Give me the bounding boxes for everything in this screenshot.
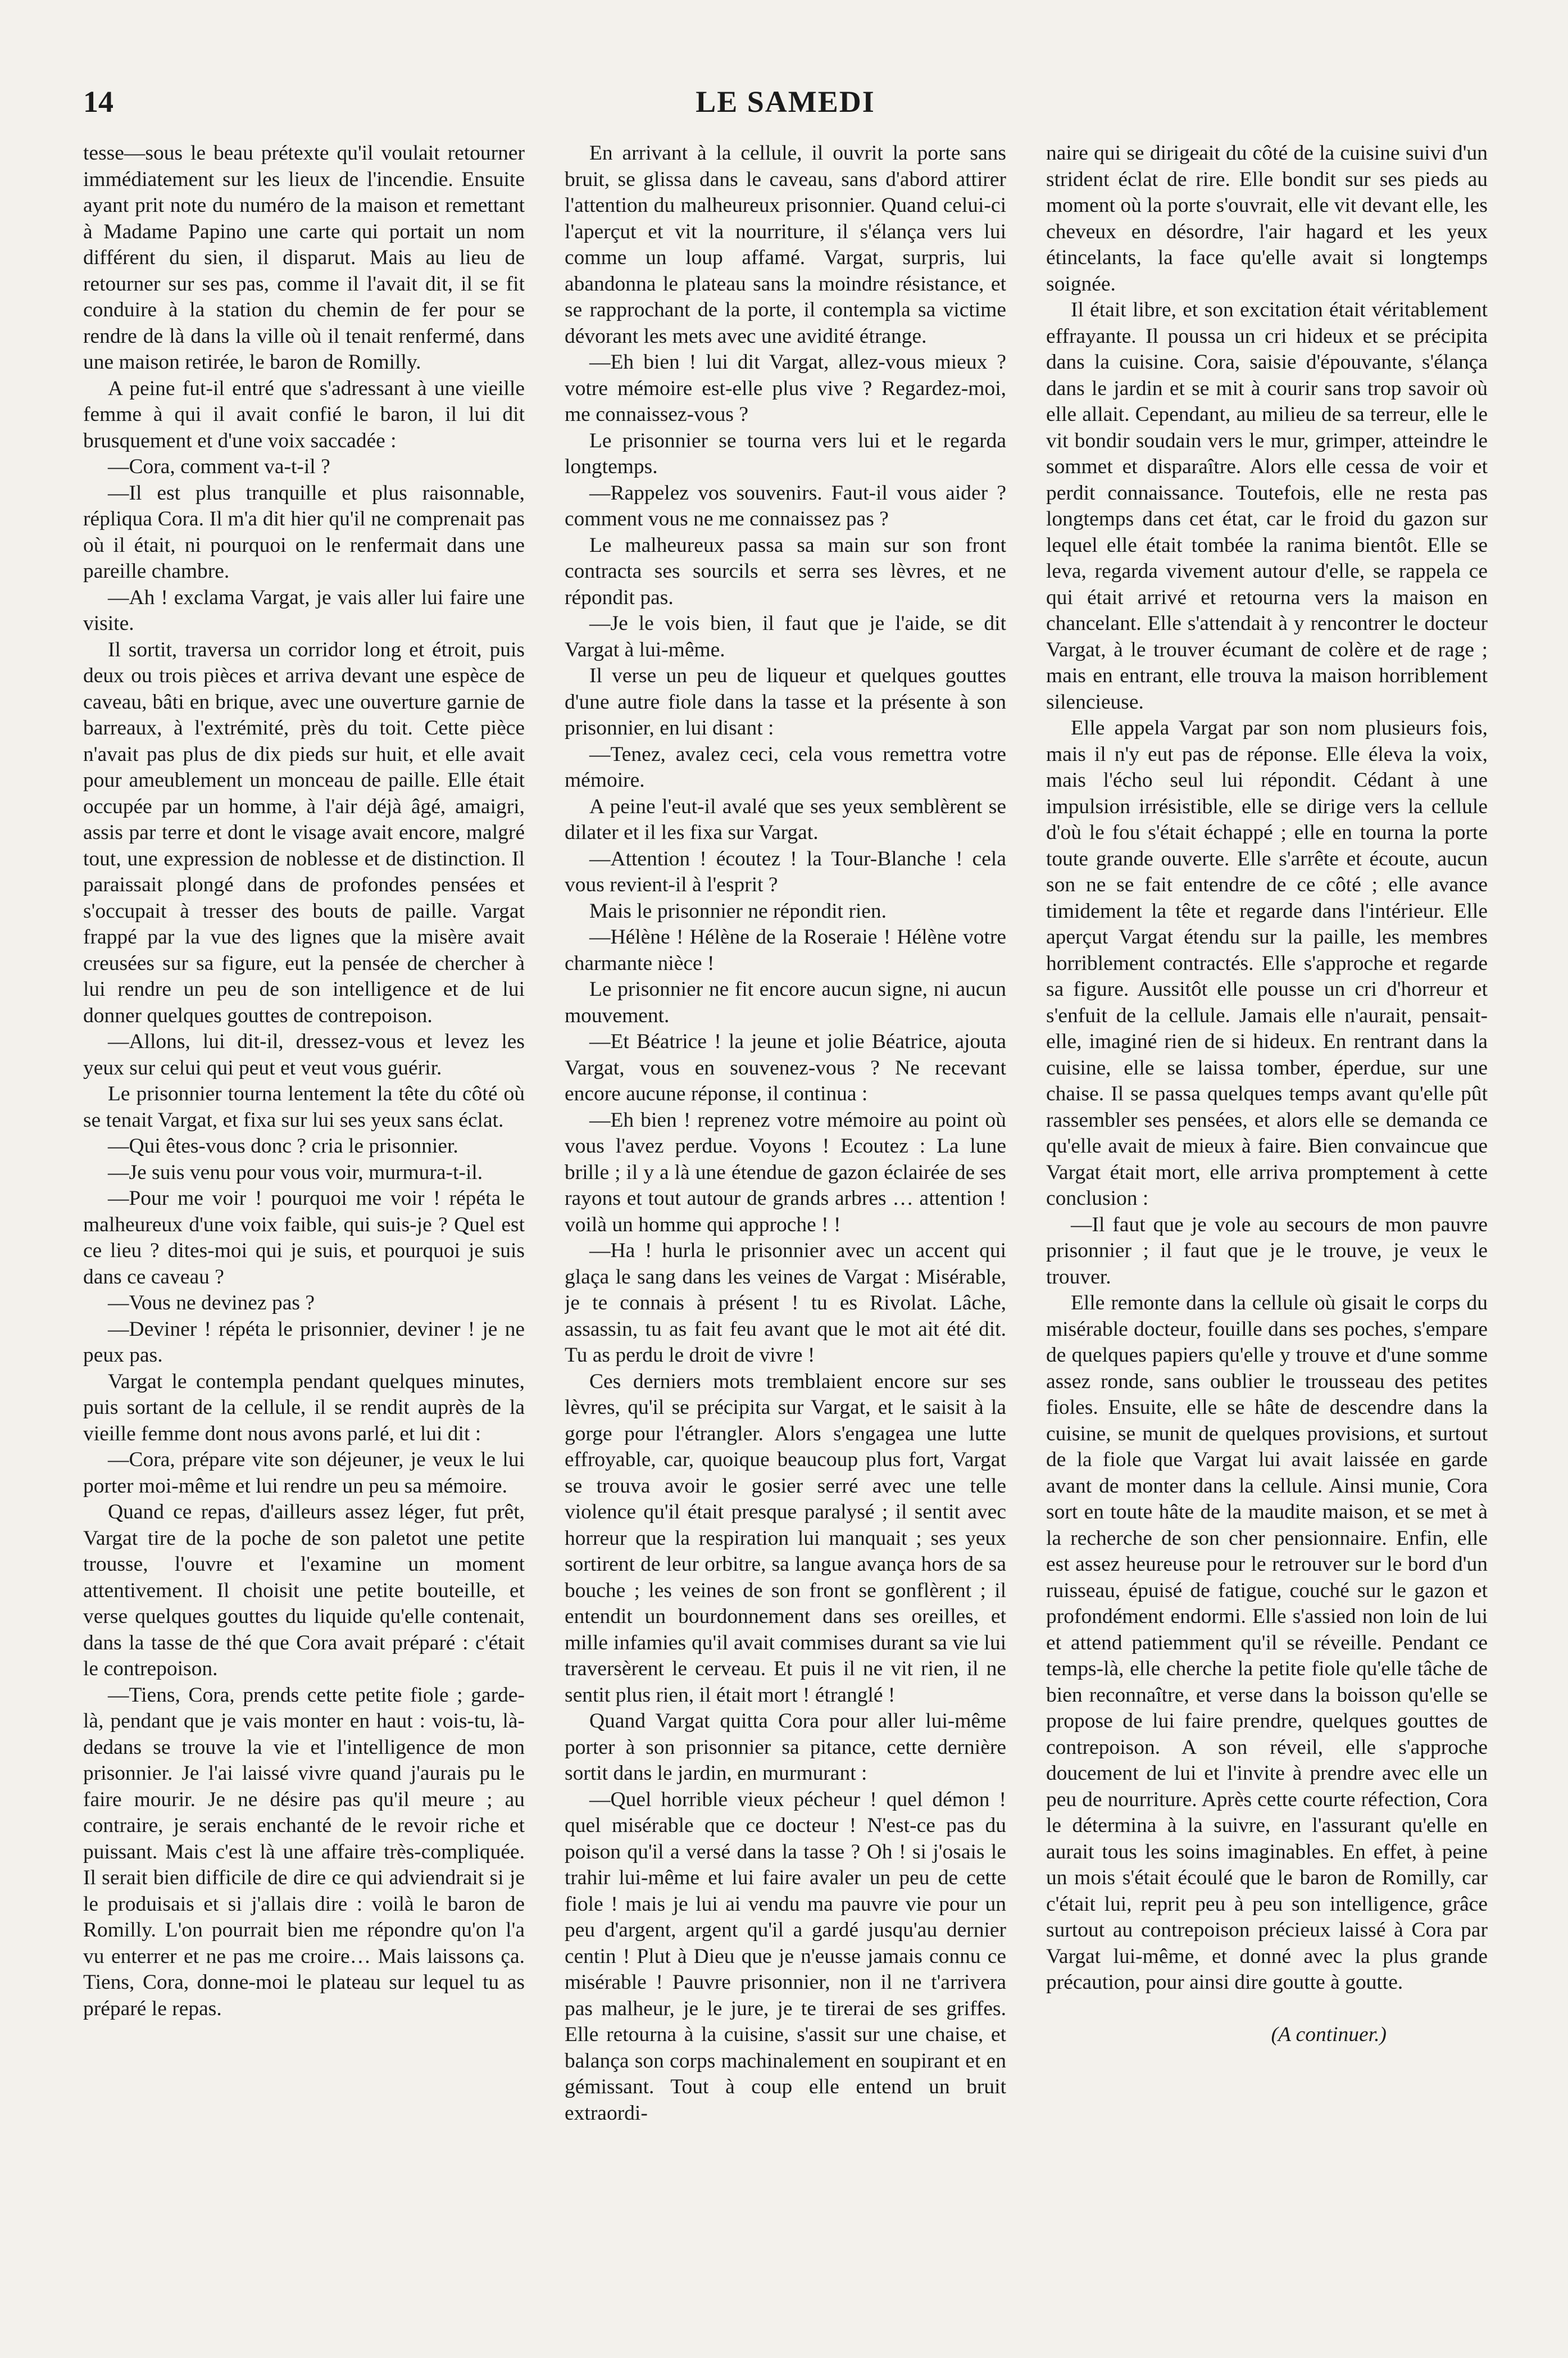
continuation-note: (A continuer.)	[1271, 2023, 1387, 2046]
page-header	[83, 84, 1488, 129]
running-title: LE SAMEDI	[696, 85, 875, 119]
paragraph: Quand Vargat quitta Cora pour aller lui-même porter à son prisonnier sa pitance, cette dernière sortit dans le jardin, en murmurant :	[565, 1709, 1006, 1785]
paragraph: —Je le vois bien, il faut que je l'aide, se dit Vargat à lui-même.	[565, 612, 1006, 661]
paragraph: Le prisonnier tourna lentement la tête du côté où se tenait Vargat, et fixa sur lui ses yeux sans éclat.	[83, 1082, 525, 1132]
paragraph: —Tiens, Cora, prends cette petite fiole ; garde-là, pendant que je vais monter en haut : vois-tu, là-dedans se trouve la vie et l'intelligence de mon prisonnier. Je l'ai laissé vivre quand j'aurais pu le faire mourir. Je ne désire pas qu'il meure ; au contraire, je serais enchanté de le revoir riche et puissant. Mais c'est là une affaire très-compliquée. Il serait bien difficile de dire ce qui adviendrait si je le produisais et si j'allais dire : voilà le baron de Romilly. L'on pourrait bien me répondre qu'on l'a vu enterrer et ne pas me croire… Mais laissons ça. Tiens, Cora, donne-moi le plateau sur lequel tu as préparé le repas.	[83, 1683, 525, 2020]
paragraph: —Vous ne devinez pas ?	[108, 1291, 315, 1314]
page-number: 14	[83, 85, 113, 119]
paragraph: —Pour me voir ! pourquoi me voir ! répéta le malheureux d'une voix faible, qui suis-je ? Quel est ce lieu ? dites-moi qui je suis, et pourquoi je suis dans ce caveau ?	[83, 1187, 525, 1289]
paragraph: —Eh bien ! lui dit Vargat, allez-vous mieux ? votre mémoire est-elle plus vive ? Regardez-moi, me connaissez-vous ?	[565, 351, 1006, 426]
paragraph: A peine fut-il entré que s'adressant à une vieille femme à qui il avait confié le baron, il lui dit brusquement et d'une voix saccadée :	[83, 377, 525, 452]
paragraph: Ces derniers mots tremblaient encore sur ses lèvres, qu'il se précipita sur Vargat, et le saisit à la gorge pour l'étrangler. Alors s'engagea une lutte effroyable, car, quoique beaucoup plus fort, Vargat se trouva avoir le gosier serré avec une telle violence qu'il était presque paralysé ; il sentit avec horreur que la respiration lui manquait ; ses yeux sortirent de leur orbitre, sa langue avança hors de sa bouche ; les veines de son front se gonflèrent ; il entendit un bourdonnement dans ses oreilles, et mille infamies qu'il avait commises durant sa vie lui traversèrent le cerveau. Et puis il ne vit rien, il ne sentit plus rien, il était mort ! étranglé !	[565, 1370, 1006, 1707]
paragraph: tesse—sous le beau prétexte qu'il voulait retourner immédiatement sur les lieux de l'incendie. Ensuite ayant prit note du numéro de la maison et remettant à Madame Papino une carte qui portait un nom différent du sien, il disparut. Mais au lieu de retourner sur ses pas, comme il l'avait dit, il se fit conduire à la station du chemin de fer pour se rendre de là dans la ville où il tenait renfermé, dans une maison retirée, le baron de Romilly.	[83, 142, 525, 374]
paragraph: —Cora, prépare vite son déjeuner, je veux le lui porter moi-même et lui rendre un peu sa mémoire.	[83, 1448, 525, 1498]
paragraph: —Ha ! hurla le prisonnier avec un accent qui glaça le sang dans les veines de Vargat : Misérable, je te connais à présent ! tu es Rivolat. Lâche, assassin, tu as fait feu avant que le mot ait été dit. Tu as perdu le droit de vivre !	[565, 1239, 1006, 1367]
paragraph: —Il est plus tranquille et plus raisonnable, répliqua Cora. Il m'a dit hier qu'il ne comprenait pas où il était, ni pourquoi on le renfermait dans une pareille chambre.	[83, 481, 525, 583]
paragraph: —Quel horrible vieux pécheur ! quel démon ! quel misérable que ce docteur ! N'est-ce pas du poison qu'il a versé dans la tasse ? Oh ! si j'osais le trahir lui-même et lui faire avaler un peu de cette fiole ! mais je lui ai vendu ma pauvre vie pour un peu d'argent, argent qu'il a gardé jusqu'au dernier centin ! Plut à Dieu que je n'eusse jamais connu ce misérable ! Pauvre prisonnier, non il ne t'arrivera pas malheur, je le jure, je te tirerai de ses griffes. Elle retourna à la cuisine, s'assit sur une chaise, et balança son corps machinalement en soupirant et en gémissant. Tout à coup elle entend un bruit extraordi-	[565, 1788, 1006, 2125]
column-1	[83, 140, 525, 2321]
paragraph: A peine l'eut-il avalé que ses yeux semblèrent se dilater et il les fixa sur Vargat.	[565, 795, 1006, 844]
paragraph: —Il faut que je vole au secours de mon pauvre prisonnier ; il faut que je le trouve, je veux le trouver.	[1046, 1213, 1488, 1289]
paragraph: —Qui êtes-vous donc ? cria le prisonnier.	[108, 1135, 458, 1158]
paragraph: Le prisonnier ne fit encore aucun signe, ni aucun mouvement.	[565, 978, 1006, 1027]
paragraph: Elle remonte dans la cellule où gisait le corps du misérable docteur, fouille dans ses poches, s'empare de quelques papiers qu'elle y trouve et d'une somme assez ronde, sans oublier le trousseau des petites fioles. Ensuite, elle se hâte de descendre dans la cuisine, se munit de quelques provisions, et surtout de la fiole que Vargat lui avait laissée en garde avant de monter dans la cellule. Ainsi munie, Cora sort en toute hâte de la maudite maison, et se met à la recherche de son cher pensionnaire. Enfin, elle est assez heureuse pour le retrouver sur le bord d'un ruisseau, épuisé de fatigue, couché sur le gazon et profondément endormi. Elle s'assied non loin de lui et attend patiemment qu'il se réveille. Pendant ce temps-là, elle cherche la petite fiole qu'elle tâche de bien reconnaître, et verse dans la boisson qu'elle se propose de lui faire prendre, quelques gouttes de contrepoison. A son réveil, elle s'approche doucement de lui et l'invite à prendre avec elle un peu de nourriture. Après cette courte réfection, Cora le détermina à la suivre, en l'assurant qu'elle en aurait tous les soins imaginables. En effet, à peine un mois s'était écoulé que le baron de Romilly, car c'était lui, reprit peu à peu son intelligence, grâce surtout au contrepoison précieux laissé à Cora par Vargat lui-même, et donné avec la plus grande précaution, pour ainsi dire goutte à goutte.	[1046, 1291, 1488, 1994]
paragraph: —Attention ! écoutez ! la Tour-Blanche ! cela vous revient-il à l'esprit ?	[565, 847, 1006, 896]
column-2	[565, 140, 1006, 2321]
paragraph: Il verse un peu de liqueur et quelques gouttes d'une autre fiole dans la tasse et la présente à son prisonnier, en lui disant :	[565, 664, 1006, 740]
paragraph: —Cora, comment va-t-il ?	[108, 455, 330, 478]
paragraph: Le prisonnier se tourna vers lui et le regarda longtemps.	[565, 429, 1006, 478]
paragraph: En arrivant à la cellule, il ouvrit la porte sans bruit, se glissa dans le caveau, sans d'abord attirer l'attention du malheureux prisonnier. Quand celui-ci l'aperçut et vit la nourriture, il s'élança vers lui comme un loup affamé. Vargat, surpris, lui abandonna le plateau sans la moindre résistance, et se rapprochant de la porte, il contempla sa victime dévorant les mets avec une avidité étrange.	[565, 142, 1006, 348]
paragraph: —Et Béatrice ! la jeune et jolie Béatrice, ajouta Vargat, vous en souvenez-vous ? Ne recevant encore aucune réponse, il continua :	[565, 1030, 1006, 1105]
paragraph: naire qui se dirigeait du côté de la cuisine suivi d'un strident éclat de rire. Elle bondit sur ses pieds au moment où la porte s'ouvrait, elle vit devant elle, les cheveux en désordre, l'air hagard et les yeux étincelants, la face qu'elle avait si longtemps soignée.	[1046, 142, 1488, 296]
paragraph: —Hélène ! Hélène de la Roseraie ! Hélène votre charmante nièce !	[565, 926, 1006, 975]
paragraph: Mais le prisonnier ne répondit rien.	[589, 899, 887, 923]
article-columns	[83, 140, 1488, 2321]
paragraph: —Tenez, avalez ceci, cela vous remettra votre mémoire.	[565, 742, 1006, 792]
paragraph: —Deviner ! répéta le prisonnier, deviner ! je ne peux pas.	[83, 1317, 525, 1367]
paragraph: Quand ce repas, d'ailleurs assez léger, fut prêt, Vargat tire de la poche de son paletot une petite trousse, l'ouvre et l'examine un moment attentivement. Il choisit une petite bouteille, et verse quelques gouttes du liquide qu'elle contenait, dans la tasse de thé que Cora avait préparé : c'était le contrepoison.	[83, 1500, 525, 1680]
paragraph: Vargat le contempla pendant quelques minutes, puis sortant de la cellule, il se rendit auprès de la vieille femme dont nous avons parlé, et lui dit :	[83, 1370, 525, 1445]
paragraph: —Rappelez vos souvenirs. Faut-il vous aider ? comment vous ne me connaissez pas ?	[565, 481, 1006, 530]
paragraph: Le malheureux passa sa main sur son front contracta ses sourcils et serra ses lèvres, et ne répondit pas.	[565, 533, 1006, 609]
column-3	[1046, 140, 1488, 2321]
paragraph: Il sortit, traversa un corridor long et étroit, puis deux ou trois pièces et arriva devant une espèce de caveau, bâti en brique, avec une ouverture garnie de barreaux, à l'extrémité, près du toit. Cette pièce n'avait pas plus de dix pieds sur huit, et elle avait pour ameublement un monceau de paille. Elle était occupée par un homme, à l'air déjà âgé, amaigri, assis par terre et dont le visage avait encore, malgré tout, une expression de noblesse et de distinction. Il paraissait plongé dans de profondes pensées et s'occupait à tresser des bouts de paille. Vargat frappé par la vue des lignes que la misère avait creusées sur sa figure, eut la pensée de chercher à lui rendre un peu de son intelligence et de lui donner quelques gouttes de contrepoison.	[83, 638, 525, 1027]
paragraph: —Ah ! exclama Vargat, je vais aller lui faire une visite.	[83, 586, 525, 635]
paragraph: Elle appela Vargat par son nom plusieurs fois, mais il n'y eut pas de réponse. Elle éleva la voix, mais l'écho seul lui répondit. Cédant à une impulsion irrésistible, elle se dirige vers la cellule d'où le fou s'était échappé ; elle en tourna la porte toute grande ouverte. Elle s'arrête et écoute, aucun son ne se fait entendre de ce côté ; elle avance timidement la tête et regarde dans l'intérieur. Elle aperçut Vargat étendu sur la paille, les membres horriblement contractés. Elle s'approche et regarde sa figure. Aussitôt elle pousse un cri d'horreur et s'enfuit de la cellule. Jamais elle n'aurait, pensait-elle, imaginé rien de si hideux. En rentrant dans la cuisine, elle se laissa tomber, éperdue, sur une chaise. Il se passa quelques temps avant qu'elle pût rassembler ses pensées, et alors elle se demanda ce qu'elle avait de mieux à faire. Bien convaincue que Vargat était mort, elle arriva promptement à cette conclusion :	[1046, 717, 1488, 1210]
paragraph: —Eh bien ! reprenez votre mémoire au point où vous l'avez perdue. Voyons ! Ecoutez : La lune brille ; il y a là une étendue de gazon éclairée de ses rayons et tout autour de grands arbres … attention ! voilà un homme qui approche ! !	[565, 1108, 1006, 1236]
paragraph: —Je suis venu pour vous voir, murmura-t-il.	[108, 1160, 483, 1184]
paragraph: —Allons, lui dit-il, dressez-vous et levez les yeux sur celui qui peut et veut vous guérir.	[83, 1030, 525, 1080]
paragraph: Il était libre, et son excitation était véritablement effrayante. Il poussa un cri hideux et se précipita dans la cuisine. Cora, saisie d'épouvante, s'élança dans le jardin et se mit à courir sans trop savoir où elle allait. Cependant, au milieu de sa terreur, elle le vit bondir soudain vers le mur, grimper, atteindre le sommet et disparaître. Alors elle cessa de voir et perdit connaissance. Toutefois, elle ne resta pas longtemps dans cet état, car le froid du gazon sur lequel elle était tombée la ranima bientôt. Elle se leva, regarda vivement autour d'elle, se rappela ce qui était arrivé et retourna vers la maison en chancelant. Elle s'attendait à y rencontrer le docteur Vargat, à le trouver écumant de colère et de rage ; mais en entrant, elle trouva la maison horriblement silencieuse.	[1046, 298, 1488, 714]
